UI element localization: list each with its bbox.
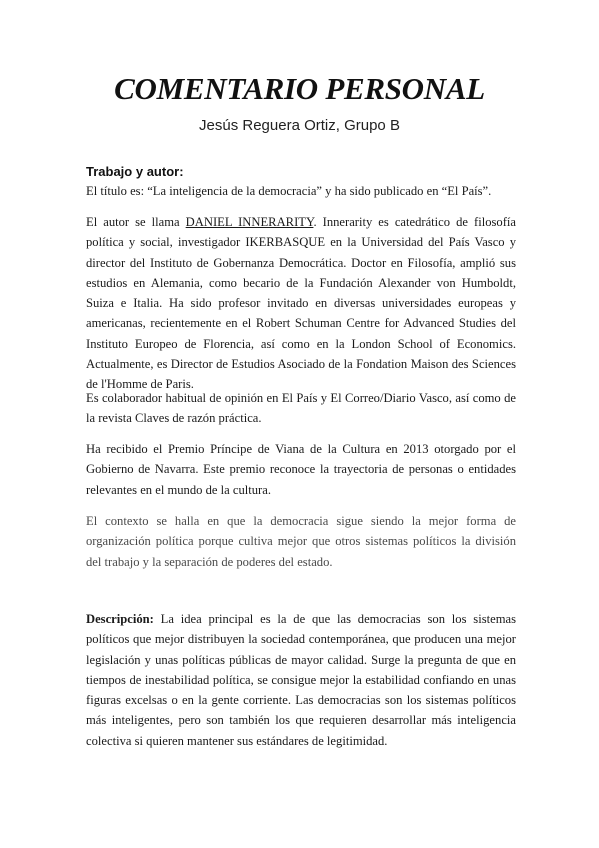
paragraph-author-bio (86, 212, 516, 395)
paragraph-context: El contexto se halla en que la democracia sigue siendo la mejor forma de organización política porque cultiva mejor que otros sistemas políticos la división del trabajo y la separación de poderes del estado. (86, 514, 516, 569)
paragraph-description (86, 609, 516, 751)
author-bio-lead: El autor se llama (86, 215, 186, 229)
section-heading-work-author: Trabajo y autor: (86, 164, 184, 179)
paragraph-collaboration: Es colaborador habitual de opinión en El País y El Correo/Diario Vasco, así como de la revista Claves de razón práctica. (86, 391, 516, 426)
paragraph-prize: Ha recibido el Premio Príncipe de Viana de la Cultura en 2013 otorgado por el Gobierno de Navarra. Este premio reconoce la trayectoria de personas o entidades relevantes en el mundo de la cultura. (86, 442, 516, 497)
document-title: COMENTARIO PERSONAL (114, 71, 485, 106)
author-bio-text: . Innerarity es catedrático de filosofía política y social, investigador IKERBASQUE en la Universidad del País Vasco y director del Instituto de Gobernanza Democrática. Doctor en Filosofía, amplió sus estudios en Alemania, como becario de la Fundación Alexander von Humboldt, Suiza e Italia. Ha sido profesor invitado en diversas universidades europeas y americanas, recientemente en el Robert Schuman Centre for Advanced Studies del Instituto Europeo de Florencia, así como en la London School of Economics. Actualmente, es Director de Estudios Asociado de la Fondation Maison des Sciences de l'Homme de Paris. (86, 215, 516, 392)
paragraph-title-info: El título es: “La inteligencia de la democracia” y ha sido publicado en “El País”. (86, 184, 492, 198)
description-text: La idea principal es la de que las democracias son los sistemas políticos que mejor distribuyen la sociedad contemporánea, que producen una mejor legislación y unas políticas públicas de mayor calidad. Surge la pregunta de que en tiempos de inestabilidad política, se consigue mejor la estabilidad confiando en unas figuras excelsas o en la gente corriente. Las democracias son los sistemas políticos más inteligentes, pero son también los que requieren desarrollar más inteligencia colectiva si quieren mantener sus estándares de legitimidad. (86, 612, 516, 748)
author-name-link[interactable]: DANIEL INNERARITY (185, 215, 314, 229)
author-line: Jesús Reguera Ortiz, Grupo B (199, 117, 400, 134)
description-label: Descripción: (86, 612, 154, 626)
